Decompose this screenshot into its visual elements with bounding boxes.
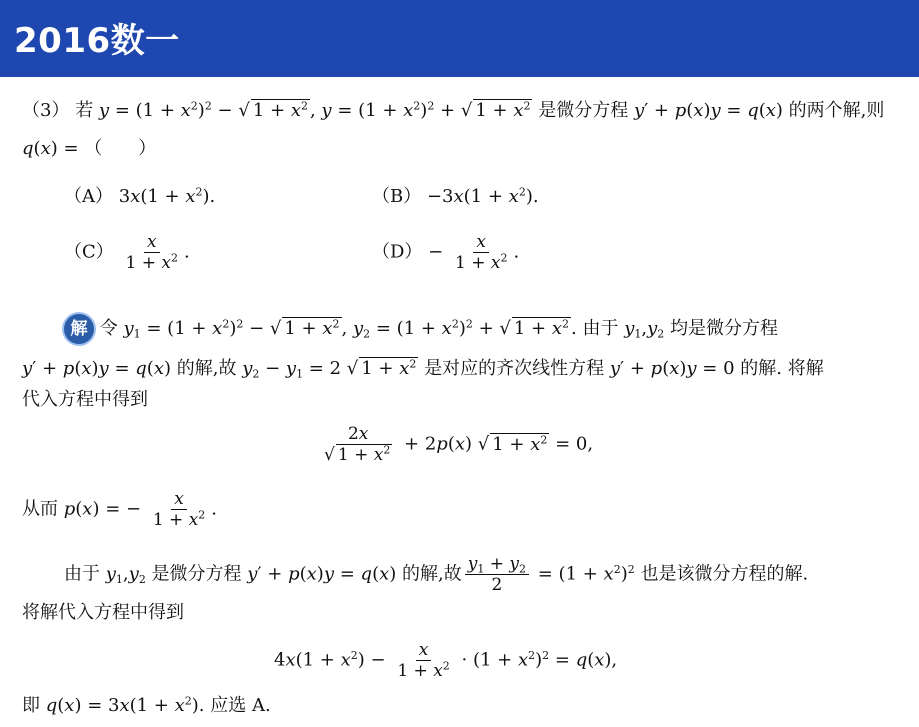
option-c: （C） $\frac{x}{1 + x^2}$ . (64, 232, 190, 273)
title-banner (0, 0, 919, 77)
solution-line-3: 代入方程中得到 (22, 389, 148, 410)
option-a: （A） $3x(1 + x^2)$. (64, 185, 216, 207)
question-number: （3） (22, 100, 70, 121)
option-b: $(B) -3x(1 + x^2)$. (372, 185, 539, 207)
conclusion-p: 从而 p(x) = − $\frac{x}{1 + x^2}$ . (22, 489, 218, 530)
option-d: （D） − $\frac{x}{1 + x^2}$ . (372, 232, 520, 273)
final-answer: 即 $q(x) = 3x(1 + x^2)$. 应选 A. (22, 694, 271, 716)
paragraph-2-line-1: 由于 $y_1,y_2$ 是微分方程 y′ + p(x)y = q(x) 的解,故 $\frac{y_1 + y_2}{2}$ = $(1 + x^2)^2$ 也是该微分方程的解. (64, 554, 809, 595)
solution-line-1: 解 令 $y_1 = (1 + x^2)^2$ − √ $1 + x^2$ , $y_2 = (1 + x^2)^2$ + √ $1 + x^2$ . 由于 $y_1,y_2$ 均是微分方程 (64, 314, 778, 344)
question-line-2: q(x) = （ ） (22, 138, 157, 159)
solution-badge: 解 (64, 314, 94, 344)
paragraph-2-line-2: 将解代入方程中得到 (22, 602, 184, 623)
solution-line-2: y′ + p(x)y = q(x) 的解,故 $y_2 - y_1 = 2$ √ $1 + x^2$ 是对应的齐次线性方程 y′ + p(x)y = 0 的解. 将解 (22, 357, 824, 381)
equation-2: $4x(1 + x^2)$ − $\frac{x}{1 + x^2}$ · $(1 + x^2)^2 = q(x)$, (274, 640, 618, 681)
equation-1: $\frac{2x}{√ 1 + x^2}$ + 2p(x) √ $1 + x^2 = 0$, (324, 424, 594, 465)
page-title: 2016数一 (14, 21, 180, 61)
question-line-1: （3） 若 $y = (1 + x^2)^2$ − √ $1 + x^2$ , $y = (1 + x^2)^2$ + √ $1 + x^2$ 是微分方程 y′ + p(x)y = q(x) 的两个解,则 (22, 99, 885, 121)
